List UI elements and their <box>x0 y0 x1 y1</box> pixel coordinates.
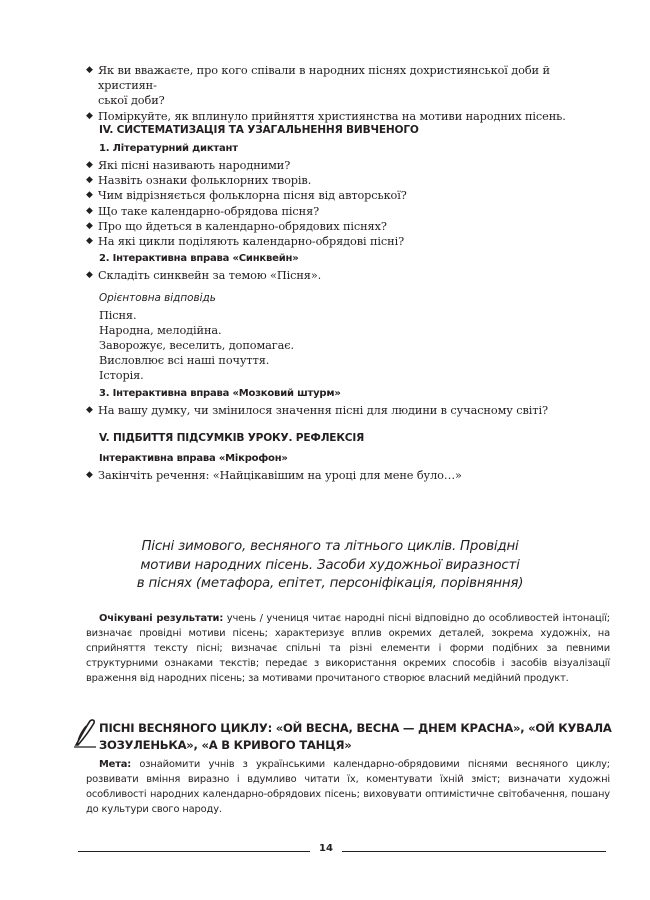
list-item: ◆ На які цикли поділяють календарно-обрядові пісні? <box>86 235 405 249</box>
expected-results-text: учень / учениця читає народні пісні відповідно до особливостей інтонації; визначає провідні мотиви пісень; характеризує вплив окремих деталей, зокрема художніх, на сприйняття тексту пісні; визначає спільні та різні елементи і форми подібних за певними структурними ознаками текстів; передає з використання окремих способів і засобів візуалізації враження від народних пісень; за мотивами прочитаного створює власний медійний продукт. <box>86 613 610 684</box>
intro-question-list <box>86 63 606 124</box>
section-iv-heading: IV. СИСТЕМАТИЗАЦІЯ ТА УЗАГАЛЬНЕННЯ ВИВЧЕНОГО <box>99 124 419 136</box>
topic-title-line: ЗОЗУЛЕНЬКА», «А В КРИВОГО ТАНЦЯ» <box>99 737 352 752</box>
goal-label: Мета: <box>99 759 132 770</box>
microphone-heading: Інтерактивна вправа «Мікрофон» <box>99 453 288 464</box>
dictation-heading: 1. Літературний диктант <box>99 143 238 154</box>
expected-results-label: Очікувані результати: <box>99 613 224 624</box>
answer-line: Заворожує, веселить, допомагає. <box>99 339 294 352</box>
answer-line: Пісня. <box>99 309 137 322</box>
diamond-bullet-icon: ◆ <box>86 205 93 216</box>
footer-rule-left <box>78 851 310 852</box>
answer-line: Висловлює всі наші почуття. <box>99 354 270 367</box>
list-item: ◆ Поміркуйте, як вплинуло прийняття християнства на мотиви народних пісень. <box>86 109 566 123</box>
lesson-title <box>110 538 550 594</box>
answer-line: Історія. <box>99 369 144 382</box>
goal-paragraph <box>86 757 610 817</box>
topic-title <box>99 720 612 753</box>
list-item: ◆ Що таке календарно-обрядова пісня? <box>86 204 320 218</box>
list-item: ◆ На вашу думку, чи змінилося значення пісні для людини в сучасному світі? <box>86 404 548 417</box>
dictation-question-list <box>86 158 606 249</box>
list-item: ◆ Чим відрізняється фольклорна пісня від авторської? <box>86 189 407 203</box>
section-v-heading: V. ПІДБИТТЯ ПІДСУМКІВ УРОКУ. РЕФЛЕКСІЯ <box>99 432 365 444</box>
list-item: ◆ Складіть синквейн за темою «Пісня». <box>86 269 322 282</box>
list-item: ◆ Закінчіть речення: «Найцікавішим на уроці для мене було…» <box>86 469 462 482</box>
expected-results-paragraph <box>86 611 610 686</box>
lesson-title-line: Пісні зимового, весняного та літнього циклів. Провідні <box>141 539 519 554</box>
diamond-bullet-icon: ◆ <box>86 470 93 480</box>
diamond-bullet-icon: ◆ <box>86 110 93 121</box>
brainstorm-task-list <box>86 403 606 418</box>
topic-title-line: ПІСНІ ВЕСНЯНОГО ЦИКЛУ: «ОЙ ВЕСНА, ВЕСНА — ДНЕМ КРАСНА», «ОЙ КУВАЛА <box>99 721 612 735</box>
sinkwain-task-list <box>86 268 606 283</box>
microphone-task-list <box>86 468 606 483</box>
page-number: 14 <box>319 843 333 854</box>
pen-nib-icon <box>72 718 98 748</box>
diamond-bullet-icon: ◆ <box>86 190 93 201</box>
sinkwain-heading: 2. Інтерактивна вправа «Синквейн» <box>99 253 299 264</box>
answer-line: Народна, мелодійна. <box>99 324 222 337</box>
brainstorm-heading: 3. Інтерактивна вправа «Мозковий штурм» <box>99 388 341 399</box>
list-item: ◆ Назвіть ознаки фольклорних творів. <box>86 174 312 188</box>
diamond-bullet-icon: ◆ <box>86 160 93 170</box>
lesson-title-line: мотиви народних пісень. Засоби художньої виразності <box>140 557 520 573</box>
sinkwain-answer <box>99 308 294 383</box>
diamond-bullet-icon: ◆ <box>86 236 93 247</box>
lesson-title-line: в піснях (метафора, епітет, персоніфікація, порівняння) <box>136 576 524 591</box>
list-item: ◆ Які пісні називають народними? <box>86 159 291 172</box>
goal-text: ознайомити учнів з українськими календарно-обрядовими піснями весняного циклу; розвивати вміння виразно і вдумливо читати їх, коментувати їхній зміст; визначати художні особливості народних календарно-обрядових пісень; виховувати оптимістичне світобачення, пошану до культури свого народу. <box>86 759 610 815</box>
footer-rule-right <box>342 851 606 852</box>
diamond-bullet-icon: ◆ <box>86 405 93 415</box>
list-item: ◆ Про що йдеться в календарно-обрядових піснях? <box>86 219 387 233</box>
diamond-bullet-icon: ◆ <box>86 270 93 280</box>
diamond-bullet-icon: ◆ <box>86 65 93 75</box>
list-item: ◆ Як ви вважаєте, про кого співали в народних піснях дохристиянської доби й християн- ської доби? <box>86 64 550 108</box>
answer-label: Орієнтовна відповідь <box>99 292 216 304</box>
diamond-bullet-icon: ◆ <box>86 220 93 231</box>
diamond-bullet-icon: ◆ <box>86 175 93 186</box>
